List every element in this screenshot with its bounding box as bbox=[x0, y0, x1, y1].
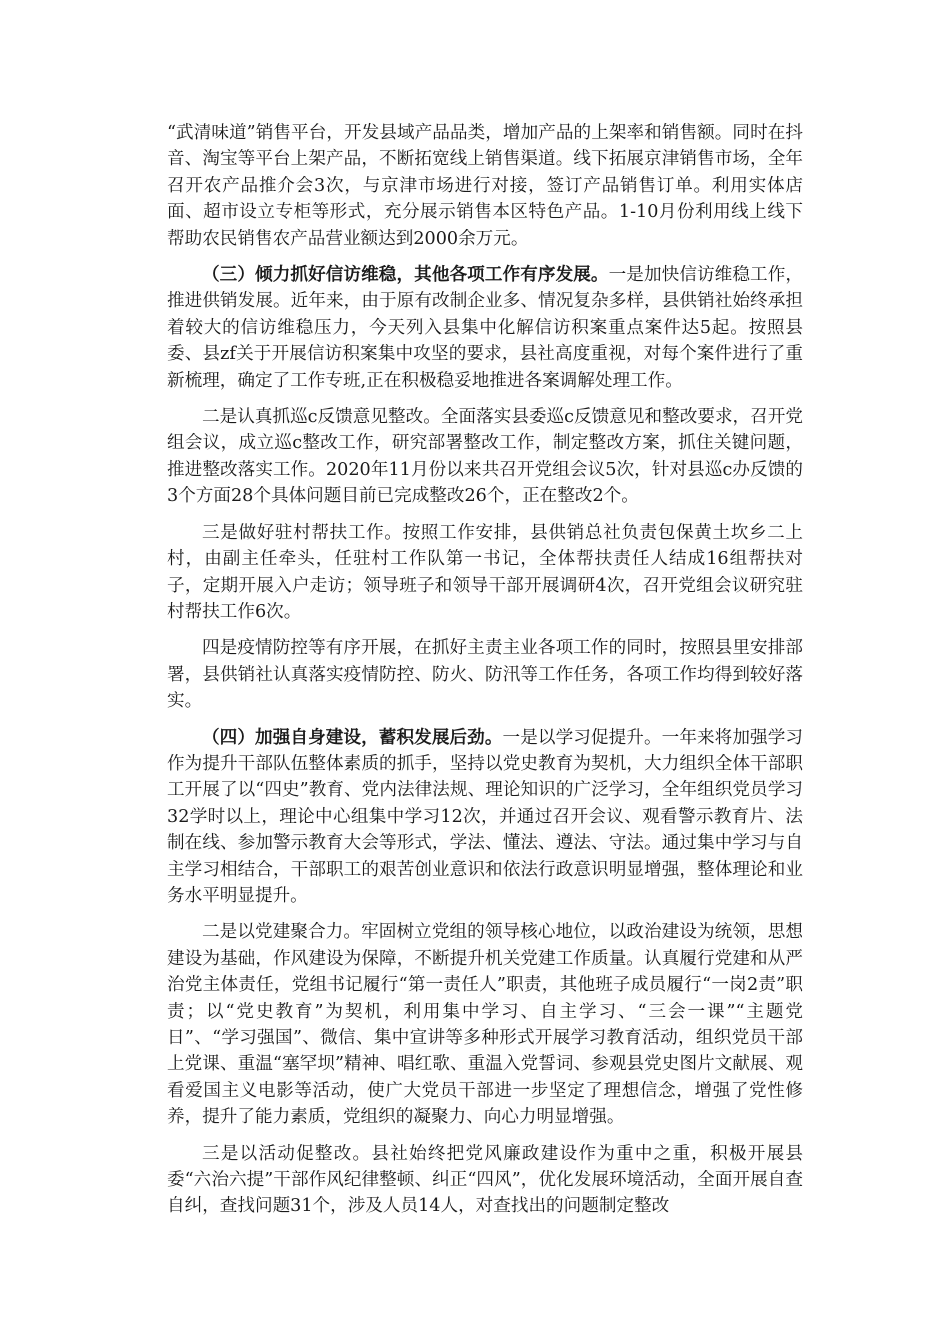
paragraph-text: 二是以党建聚合力。牢固树立党组的领导核心地位，以政治建设为统领，思想建设为基础，作风建设为保障，不断提升机关党建工作质量。认真履行党建和从严治党主体责任，党组书记履行“第一责任人”职责，其他班子成员履行“一岗2责”职责；以“党史教育”为契机，利用集中学习、自主学习、“三会一课”“主题党日”、“学习强国”、微信、集中宣讲等多种形式开展学习教育活动，组织党员干部上党课、重温“塞罕坝”精神、唱红歌、重温入党誓词、参观县党史图片文献展、观看爱国主义电影等活动，使广大党员干部进一步坚定了理想信念，增强了党性修养，提升了能力素质，党组织的凝聚力、向心力明显增强。 bbox=[167, 922, 803, 1128]
paragraph-heading: （四）加强自身建设，蓄积发展后劲。 bbox=[202, 726, 503, 748]
paragraph-text: 一是以学习促提升。一年来将加强学习作为提升干部队伍整体素质的抓手，坚持以党史教育为契机，大力组织全体干部职工开展了以“四史”教育、党内法律法规、理论知识的广泛学习，全年组织党员学习32学时以上，理论中心组集中学习12次，并通过召开会议、观看警示教育片、法制在线、参加警示教育大会等形式，学法、懂法、遵法、守法。通过集中学习与自主学习相结合，干部职工的艰苦创业意识和依法行政意识明显增强，整体理论和业务水平明显提升。 bbox=[167, 727, 803, 906]
paragraph bbox=[167, 120, 803, 252]
document-body bbox=[167, 120, 803, 1230]
paragraph-text: “武清味道”销售平台，开发县域产品品类，增加产品的上架率和销售额。同时在抖音、淘宝等平台上架产品，不断拓宽线上销售渠道。线下拓展京津销售市场，全年召开农产品推介会3次，与京津市场进行对接，签订产品销售订单。利用实体店面、超市设立专柜等形式，充分展示销售本区特色产品。1-10月份利用线上线下帮助农民销售农产品营业额达到2000余万元。 bbox=[167, 123, 803, 249]
paragraph-text: 三是以活动促整改。县社始终把党风廉政建设作为重中之重，积极开展县委“六治六提”干部作风纪律整顿、纠正“四风”，优化发展环境活动，全面开展自查自纠，查找问题31个，涉及人员14人，对查找出的问题制定整改 bbox=[167, 1143, 803, 1217]
paragraph-text: 三是做好驻村帮扶工作。按照工作安排，县供销总社负责包保黄土坎乡二上村，由副主任牵头，任驻村工作队第一书记，全体帮扶责任人结成16组帮扶对子，定期开展入户走访；领导班子和领导干部开展调研4次，召开党组会议研究驻村帮扶工作6次。 bbox=[167, 522, 803, 622]
paragraph bbox=[167, 1141, 803, 1220]
paragraph bbox=[167, 635, 803, 714]
paragraph-text: 二是认真抓巡c反馈意见整改。全面落实县委巡c反馈意见和整改要求，召开党组会议，成立巡c整改工作，研究部署整改工作，制定整改方案，抓住关键问题，推进整改落实工作。2020年11月份以来共召开党组会议5次，针对县巡c办反馈的3个方面28个具体问题目前已完成整改26个，正在整改2个。 bbox=[167, 407, 803, 507]
paragraph bbox=[167, 262, 803, 394]
paragraph bbox=[167, 404, 803, 510]
paragraph bbox=[167, 919, 803, 1130]
paragraph-text: 四是疫情防控等有序开展，在抓好主责主业各项工作的同时，按照县里安排部署，县供销社认真落实疫情防控、防火、防汛等工作任务，各项工作均得到较好落实。 bbox=[167, 638, 803, 712]
paragraph-text: 一是加快信访维稳工作，推进供销发展。近年来，由于原有改制企业多、情况复杂多样，县供销社始终承担着较大的信访维稳压力，今天列入县集中化解信访积案重点案件达5起。按照县委、县zf关于开展信访积案集中攻坚的要求，县社高度重视，对每个案件进行了重新梳理，确定了工作专班,正在积极稳妥地推进各案调解处理工作。 bbox=[167, 265, 803, 391]
paragraph bbox=[167, 520, 803, 626]
paragraph-heading: （三）倾力抓好信访维稳，其他各项工作有序发展。 bbox=[202, 264, 609, 286]
paragraph bbox=[167, 725, 803, 910]
